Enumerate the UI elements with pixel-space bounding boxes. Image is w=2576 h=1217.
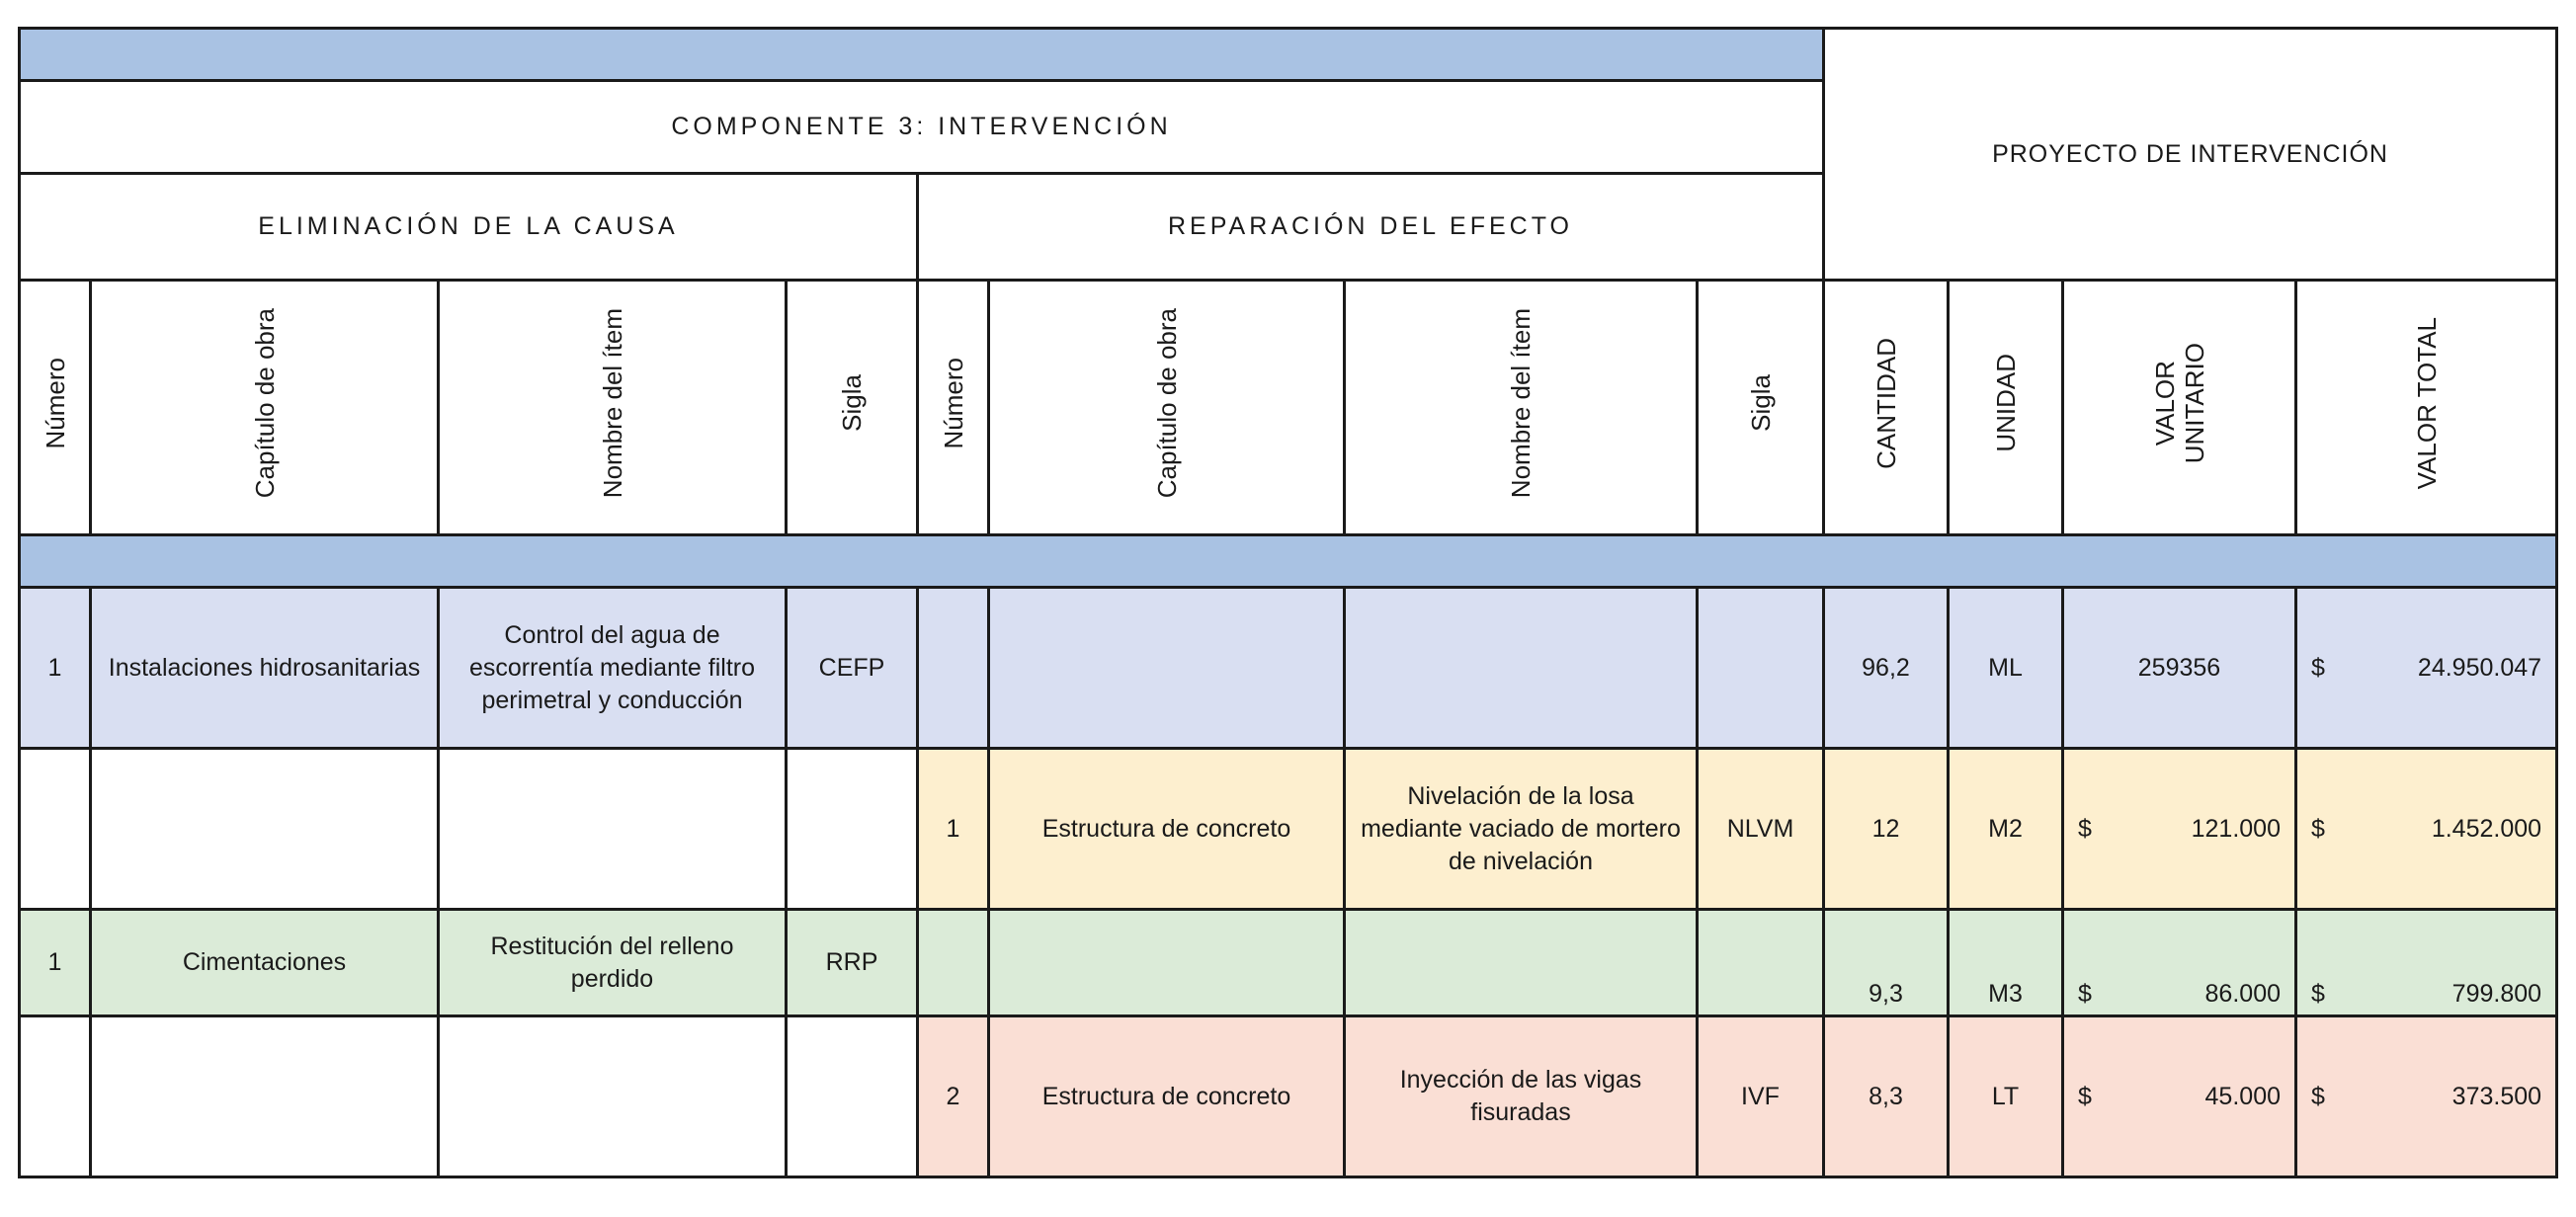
effect-capitulo-cell: Estructura de concreto bbox=[989, 749, 1345, 910]
table-row bbox=[20, 910, 2557, 1016]
col-header-effect-numero: Número bbox=[918, 281, 989, 535]
col-header-cause-nombre: Nombre del ítem bbox=[439, 281, 787, 535]
effect-sigla-cell: IVF bbox=[1698, 1016, 1824, 1177]
cantidad-cell: 9,3 bbox=[1824, 910, 1949, 1016]
effect-numero-cell bbox=[918, 588, 989, 749]
valor-total-cell bbox=[2296, 1016, 2557, 1177]
cause-capitulo-cell bbox=[91, 749, 439, 910]
col-header-cause-numero: Número bbox=[20, 281, 91, 535]
currency-symbol: $ bbox=[2311, 814, 2325, 843]
effect-sigla-cell: NLVM bbox=[1698, 749, 1824, 910]
effect-sigla-cell bbox=[1698, 588, 1824, 749]
unidad-cell: ML bbox=[1949, 588, 2063, 749]
effect-numero-cell: 2 bbox=[918, 1016, 989, 1177]
valor-total-amount: 1.452.000 bbox=[2431, 814, 2542, 843]
cause-sigla-cell: RRP bbox=[787, 910, 918, 1016]
valor-unitario-cell bbox=[2063, 1016, 2296, 1177]
mid-band bbox=[20, 535, 2557, 588]
cause-sigla-cell bbox=[787, 1016, 918, 1177]
cause-capitulo-cell: Cimentaciones bbox=[91, 910, 439, 1016]
cause-header: ELIMINACIÓN DE LA CAUSA bbox=[20, 174, 918, 281]
col-header-effect-capitulo: Capítulo de obra bbox=[989, 281, 1345, 535]
effect-nombre-cell bbox=[1345, 588, 1698, 749]
unidad-cell: LT bbox=[1949, 1016, 2063, 1177]
top-band bbox=[20, 29, 1824, 81]
valor-unitario-amount: 86.000 bbox=[2204, 980, 2281, 1008]
col-header-unidad: UNIDAD bbox=[1949, 281, 2063, 535]
currency-symbol: $ bbox=[2311, 980, 2325, 1008]
cause-nombre-cell: Restitución del relleno perdido bbox=[439, 910, 787, 1016]
cantidad-cell: 8,3 bbox=[1824, 1016, 1949, 1177]
unidad-cell: M2 bbox=[1949, 749, 2063, 910]
column-header-row bbox=[20, 281, 2557, 535]
cantidad-cell: 96,2 bbox=[1824, 588, 1949, 749]
valor-unitario-cell bbox=[2063, 749, 2296, 910]
effect-capitulo-cell bbox=[989, 588, 1345, 749]
table-row bbox=[20, 1016, 2557, 1177]
cause-nombre-cell: Control del agua de escorrentía mediante filtro perimetral y conducción bbox=[439, 588, 787, 749]
effect-capitulo-cell: Estructura de concreto bbox=[989, 1016, 1345, 1177]
effect-nombre-cell: Nivelación de la losa mediante vaciado de mortero de nivelación bbox=[1345, 749, 1698, 910]
effect-capitulo-cell bbox=[989, 910, 1345, 1016]
cause-capitulo-cell bbox=[91, 1016, 439, 1177]
valor-unitario-amount: 121.000 bbox=[2191, 814, 2281, 843]
cause-nombre-cell bbox=[439, 749, 787, 910]
col-header-effect-nombre: Nombre del ítem bbox=[1345, 281, 1698, 535]
col-header-cause-sigla: Sigla bbox=[787, 281, 918, 535]
valor-total-cell bbox=[2296, 588, 2557, 749]
cause-numero-cell bbox=[20, 749, 91, 910]
cause-numero-cell bbox=[20, 1016, 91, 1177]
cantidad-cell: 12 bbox=[1824, 749, 1949, 910]
valor-total-cell bbox=[2296, 910, 2557, 1016]
valor-unitario-cell bbox=[2063, 588, 2296, 749]
col-header-valor-total: VALOR TOTAL bbox=[2296, 281, 2557, 535]
valor-unitario-cell bbox=[2063, 910, 2296, 1016]
valor-total-amount: 24.950.047 bbox=[2417, 653, 2542, 682]
effect-nombre-cell: Inyección de las vigas fisuradas bbox=[1345, 1016, 1698, 1177]
cause-sigla-cell bbox=[787, 749, 918, 910]
cause-nombre-cell bbox=[439, 1016, 787, 1177]
col-header-cause-capitulo: Capítulo de obra bbox=[91, 281, 439, 535]
cause-capitulo-cell: Instalaciones hidrosanitarias bbox=[91, 588, 439, 749]
table-row bbox=[20, 749, 2557, 910]
valor-total-amount: 799.800 bbox=[2451, 980, 2542, 1008]
valor-total-amount: 373.500 bbox=[2451, 1082, 2542, 1110]
col-header-valor-unitario: VALOR UNITARIO bbox=[2063, 281, 2296, 535]
currency-symbol: $ bbox=[2311, 1082, 2325, 1110]
cause-numero-cell: 1 bbox=[20, 588, 91, 749]
effect-header: REPARACIÓN DEL EFECTO bbox=[918, 174, 1824, 281]
effect-numero-cell: 1 bbox=[918, 749, 989, 910]
effect-sigla-cell bbox=[1698, 910, 1824, 1016]
col-header-effect-sigla: Sigla bbox=[1698, 281, 1824, 535]
effect-numero-cell bbox=[918, 910, 989, 1016]
component-header: COMPONENTE 3: INTERVENCIÓN bbox=[20, 81, 1824, 174]
valor-unitario-amount: 45.000 bbox=[2204, 1082, 2281, 1110]
table-row bbox=[20, 588, 2557, 749]
effect-nombre-cell bbox=[1345, 910, 1698, 1016]
col-header-cantidad: CANTIDAD bbox=[1824, 281, 1949, 535]
unidad-cell: M3 bbox=[1949, 910, 2063, 1016]
currency-symbol: $ bbox=[2311, 653, 2325, 682]
intervention-table bbox=[18, 27, 2558, 1178]
cause-sigla-cell: CEFP bbox=[787, 588, 918, 749]
cause-numero-cell: 1 bbox=[20, 910, 91, 1016]
valor-unitario-amount: 259356 bbox=[2137, 653, 2221, 682]
currency-symbol: $ bbox=[2078, 814, 2092, 843]
project-header: PROYECTO DE INTERVENCIÓN bbox=[1824, 29, 2557, 281]
valor-total-cell bbox=[2296, 749, 2557, 910]
currency-symbol: $ bbox=[2078, 980, 2092, 1008]
currency-symbol: $ bbox=[2078, 1082, 2092, 1110]
